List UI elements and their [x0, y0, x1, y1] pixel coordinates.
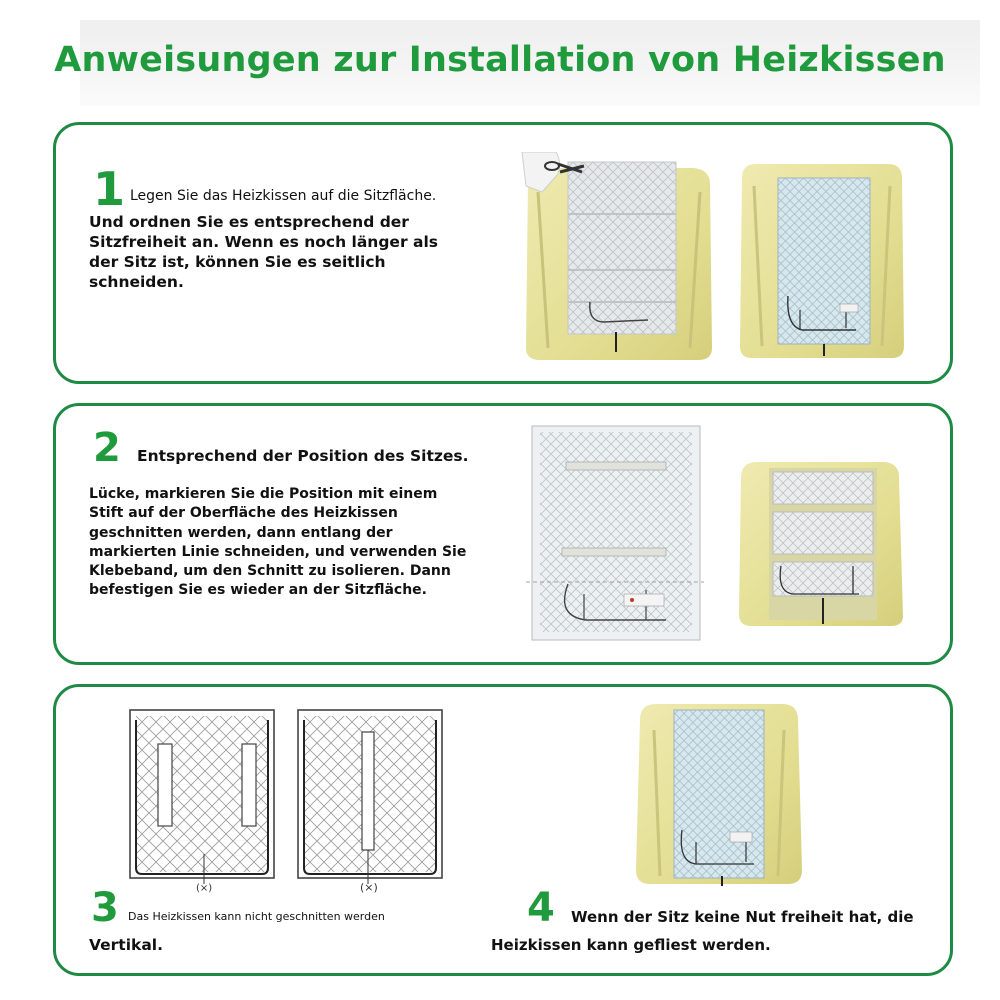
seat-pad-sections-photo — [733, 458, 909, 630]
step-1-line: schneiden. — [89, 273, 184, 291]
step-1-heading: Legen Sie das Heizkissen auf die Sitzfläche. — [130, 188, 437, 204]
seat-pad-placed-photo — [736, 160, 908, 360]
step-2-heading: Entsprechend der Position des Sitzes. — [137, 447, 469, 465]
step-3-line2: Vertikal. — [89, 936, 163, 954]
step-2-line: markierten Linie schneiden, und verwenden Sie — [89, 543, 467, 560]
diagram-right-cross-mark: (×) — [360, 881, 378, 894]
step-4-heading: Wenn der Sitz keine Nut freiheit hat, die — [571, 908, 914, 926]
seat-cutting-photo — [518, 152, 718, 362]
step-2-line: Lücke, markieren Sie die Position mit einem — [89, 486, 438, 502]
step-1-line: Und ordnen Sie es entsprechend der — [89, 213, 409, 231]
step-3-number: 3 — [91, 885, 119, 931]
seat-pad-full-photo — [630, 700, 808, 886]
step-4-number: 4 — [527, 885, 555, 931]
pad-diagram-left — [128, 708, 278, 900]
step-4-line2: Heizkissen kann gefliest werden. — [491, 936, 771, 954]
step-3-heading: Das Heizkissen kann nicht geschnitten werden — [128, 910, 385, 923]
diagram-left-cross-mark: (×) — [196, 883, 213, 894]
step-2-line: befestigen Sie es wieder an der Sitzfläche. — [89, 582, 427, 599]
step-1-line: der Sitz ist, können Sie es seitlich — [89, 253, 386, 271]
step-1-number: 1 — [93, 162, 126, 216]
step-2-line: geschnitten werden, dann entlang der — [89, 524, 393, 541]
step-1-line: Sitzfreiheit an. Wenn es noch länger als — [89, 233, 438, 251]
step-2-line: Stift auf der Oberfläche des Heizkissen — [89, 505, 398, 522]
step-2-text — [89, 485, 466, 601]
page-title: Anweisungen zur Installation von Heizkissen — [54, 40, 946, 80]
step-2-number: 2 — [93, 425, 121, 471]
step-2-line: Klebeband, um den Schnitt zu isolieren. Dann — [89, 563, 451, 580]
step-1-text — [89, 212, 438, 292]
pad-diagram-right — [296, 708, 446, 900]
flat-pad-marked-photo — [526, 424, 704, 644]
